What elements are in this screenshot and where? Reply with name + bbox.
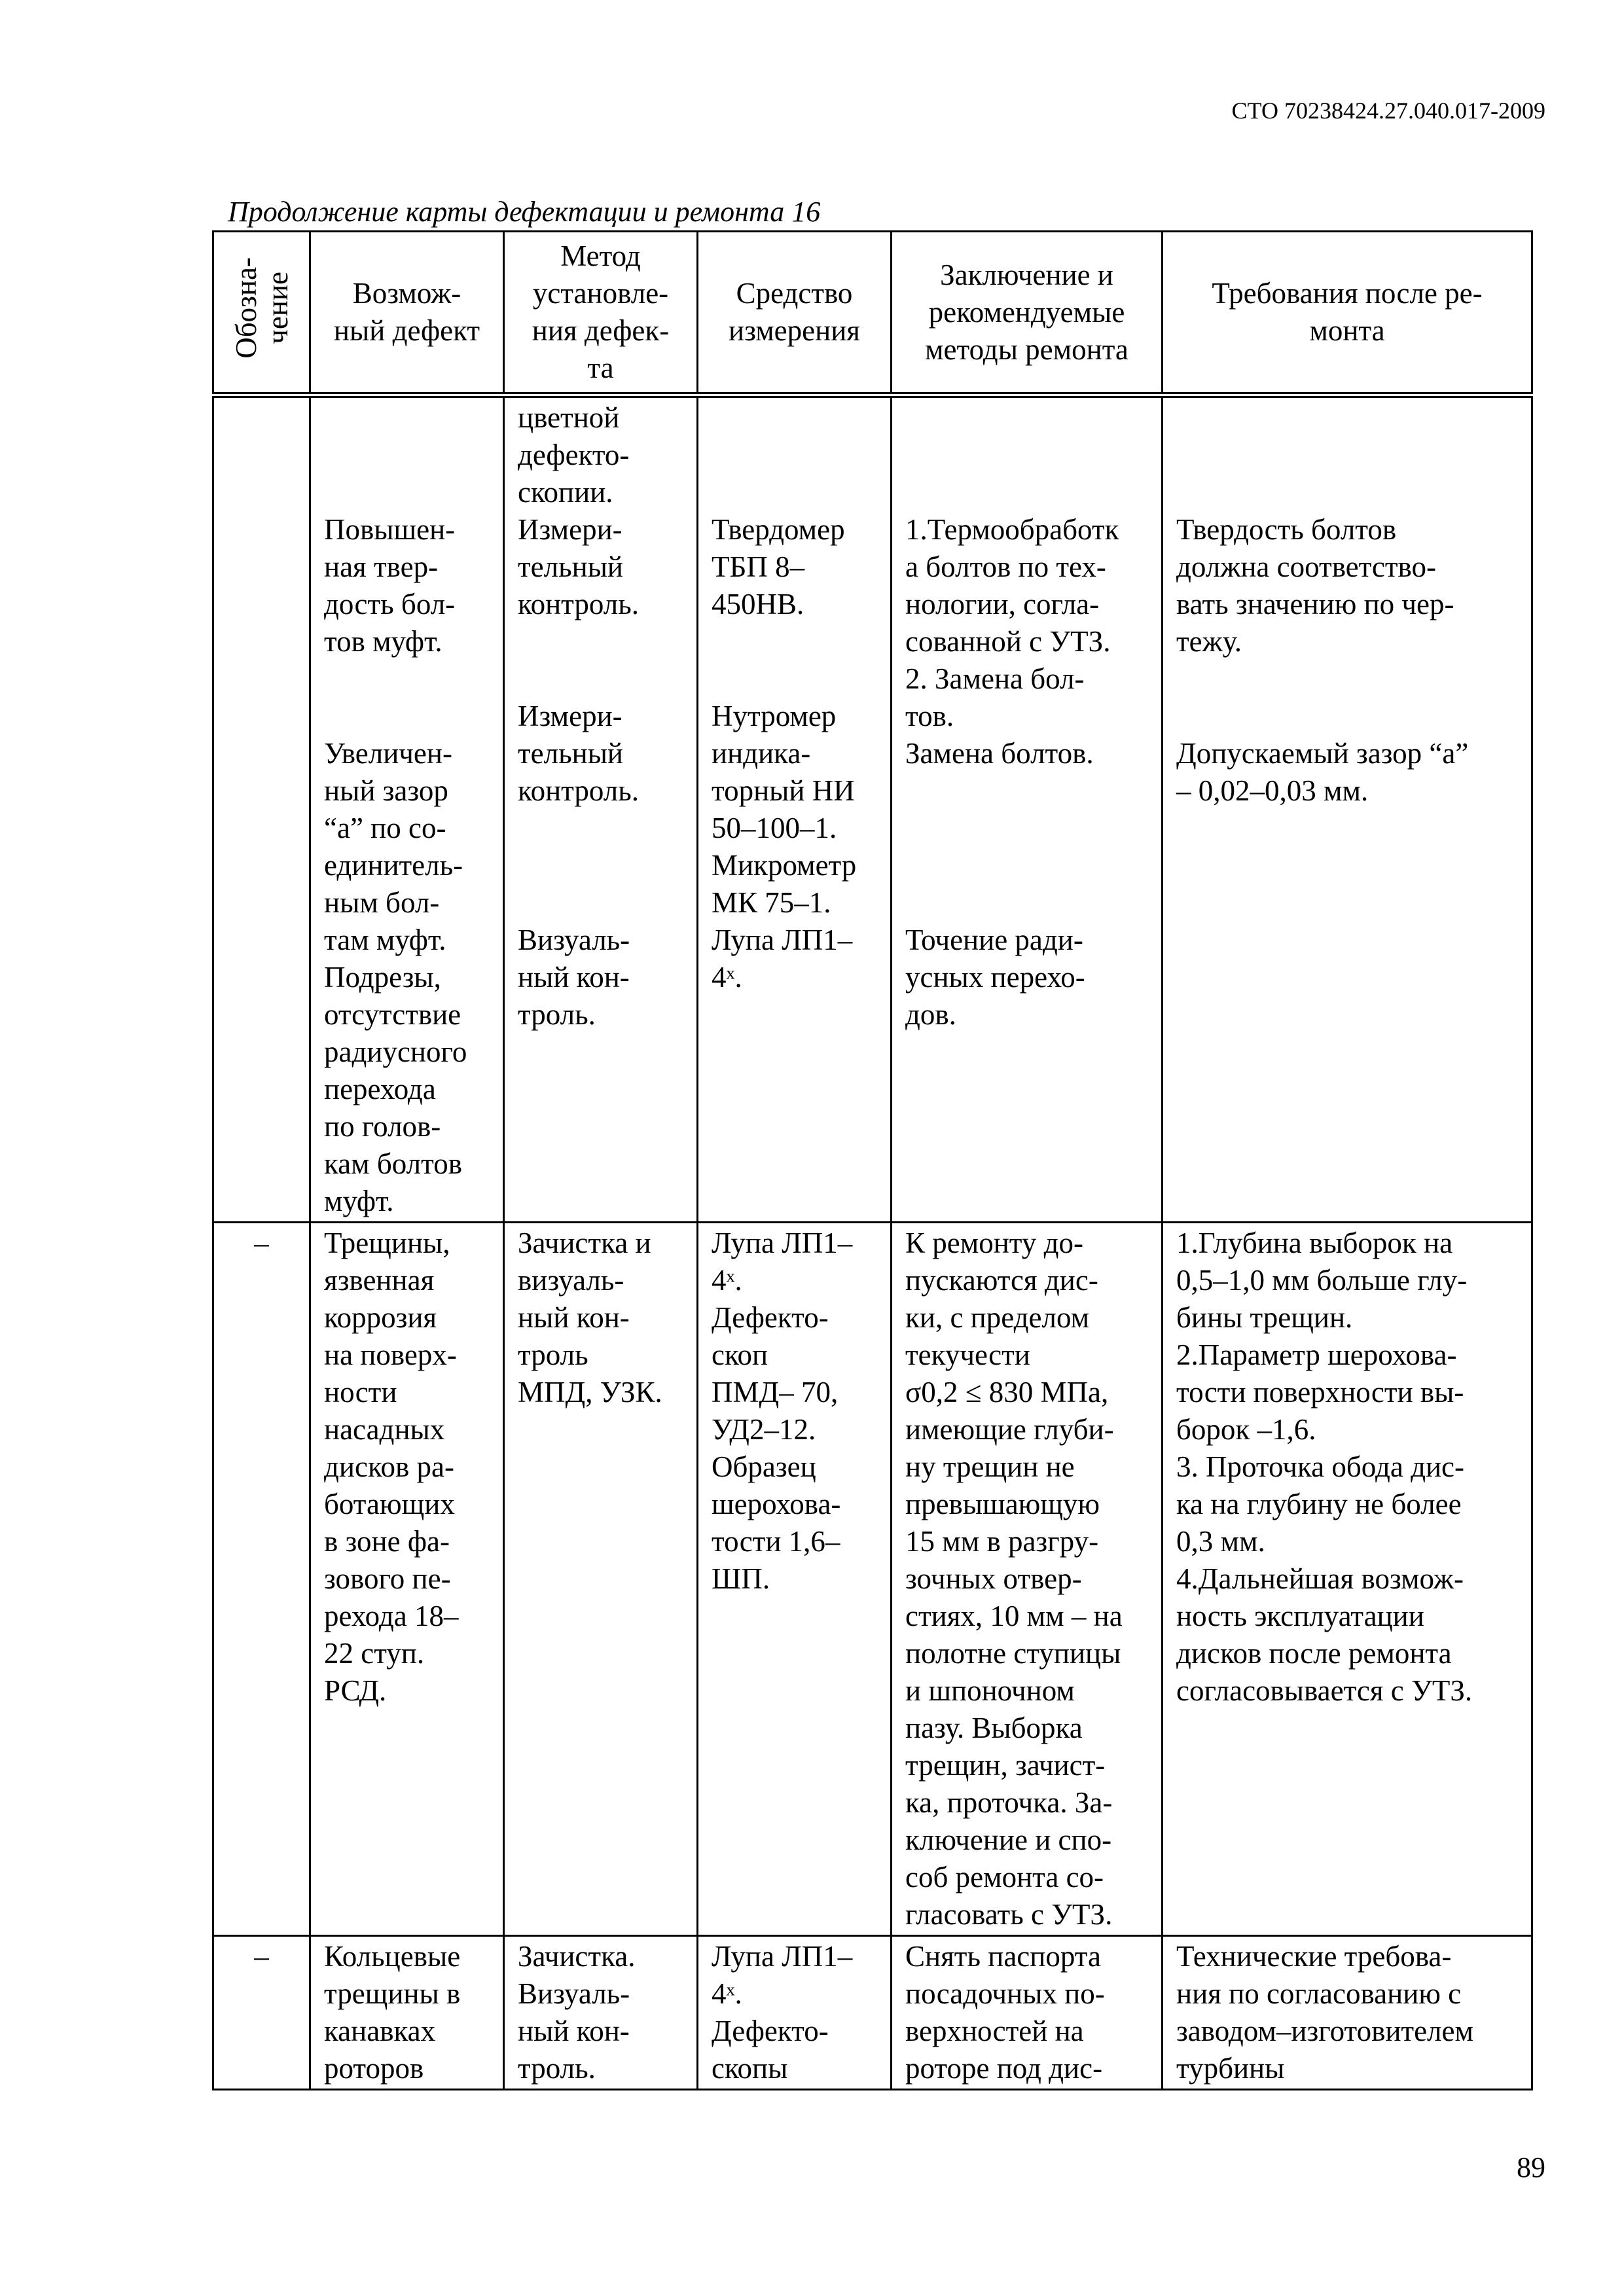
cell-requirements: 1.Глубина выборок на 0,5–1,0 мм больше глу- бины трещин. 2.Параметр шерохова- тости поверхности вы- борок –1,6. 3. Проточка обода дис- ка на глубину не более 0,3 мм. 4.Дальнейшая возмож- ность эксплуатации дисков после ремонта согласовывается с УТЗ. [1163, 1223, 1532, 1936]
column-header-designation [213, 232, 310, 395]
method-hardness: Измери- тельный контроль. [518, 513, 640, 620]
cell-designation [213, 395, 310, 1223]
means-hardness: Твердомер ТБП 8– 450НВ. [712, 513, 845, 620]
cell-means: Лупа ЛП1– 4ˣ. Дефекто- скоп ПМД– 70, УД2–12. Образец шерохова- тости 1,6– ШП. [698, 1223, 892, 1936]
defect-hardness: Повышен- ная твер- дость бол- тов муфт. [324, 513, 456, 658]
table-header [213, 232, 1532, 395]
means-gap: Нутромер индика- торный НИ 50–100–1. Микрометр МК 75–1. [712, 700, 857, 919]
method-gap: Измери- тельный контроль. [518, 700, 640, 807]
defect-undercuts: Подрезы, отсутствие радиусного перехода по голов- кам болтов муфт. [324, 961, 467, 1217]
column-header-method-label: Метод установле- ния дефек- та [532, 240, 670, 384]
cell-method [504, 395, 698, 1223]
table-row [213, 1223, 1532, 1936]
conclusion-undercuts: Точение ради- усных перехо- дов. [905, 924, 1085, 1031]
column-header-conclusion-label: Заключение и рекомендуемые методы ремонта [925, 258, 1128, 366]
column-header-requirements [1163, 232, 1532, 395]
cell-method: Зачистка. Визуаль- ный кон- троль. [504, 1936, 698, 2090]
requirements-hardness: Твердость болтов должна соответство- вать значению по чер- тежу. [1176, 513, 1454, 658]
table-row [213, 395, 1532, 1223]
method-undercuts: Визуаль- ный кон- троль. [518, 924, 630, 1031]
column-header-means-label: Средство измерения [728, 277, 860, 347]
table-row [213, 1936, 1532, 2090]
column-header-defect [310, 232, 504, 395]
column-header-defect-label: Возмож- ный дефект [333, 277, 480, 347]
defect-repair-table [212, 230, 1533, 2090]
cell-means [698, 395, 892, 1223]
column-header-designation-label: Обозна- чение [229, 257, 294, 359]
cell-defect [310, 395, 504, 1223]
conclusion-gap: Замена болтов. [905, 737, 1094, 770]
header-row [213, 232, 1532, 395]
table-body [213, 395, 1532, 2090]
page-number: 89 [1517, 2151, 1545, 2183]
cell-requirements [1163, 395, 1532, 1223]
requirements-gap: Допускаемый зазор “а” – 0,02–0,03 мм. [1176, 737, 1469, 807]
defect-gap: Увеличен- ный зазор “а” по со- единитель- ным бол- там муфт. [324, 737, 463, 956]
cell-means: Лупа ЛП1– 4ˣ. Дефекто- скопы [698, 1936, 892, 2090]
cell-method: Зачистка и визуаль- ный кон- троль МПД, УЗК. [504, 1223, 698, 1936]
method-color-flaw: цветной дефекто- скопии. [518, 401, 630, 509]
conclusion-hardness: 1.Термообработк а болтов по тех- нологии, согла- сованной с УТЗ. 2. Замена бол- тов. [905, 513, 1119, 732]
document-code: СТО 70238424.27.040.017-2009 [1231, 98, 1545, 124]
column-header-conclusion [892, 232, 1163, 395]
cell-defect: Кольцевые трещины в канавках роторов [310, 1936, 504, 2090]
cell-conclusion [892, 395, 1163, 1223]
cell-designation: – [213, 1223, 310, 1936]
column-header-method [504, 232, 698, 395]
means-undercuts: Лупа ЛП1– 4ˣ. [712, 924, 853, 994]
column-header-requirements-label: Требования после ре- монта [1212, 277, 1483, 347]
cell-requirements: Технические требова- ния по согласованию с заводом–изготовителем турбины [1163, 1936, 1532, 2090]
cell-conclusion: К ремонту до- пускаются дис- ки, с пределом текучести σ0,2 ≤ 830 МПа, имеющие глуби- ну трещин не превышающую 15 мм в разгру- зочных отвер- стиях, 10 мм – на полотне ступицы и шпоночном пазу. Выборка трещин, зачист- ка, проточка. За- ключение и спо- соб ремонта со- гласовать с УТЗ. [892, 1223, 1163, 1936]
column-header-means [698, 232, 892, 395]
cell-conclusion: Снять паспорта посадочных по- верхностей на роторе под дис- [892, 1936, 1163, 2090]
cell-designation: – [213, 1936, 310, 2090]
table-caption: Продолжение карты дефектации и ремонта 16 [228, 196, 821, 228]
cell-defect: Трещины, язвенная коррозия на поверх- ности насадных дисков ра- ботающих в зоне фа- зового пе- рехода 18– 22 ступ. РСД. [310, 1223, 504, 1936]
